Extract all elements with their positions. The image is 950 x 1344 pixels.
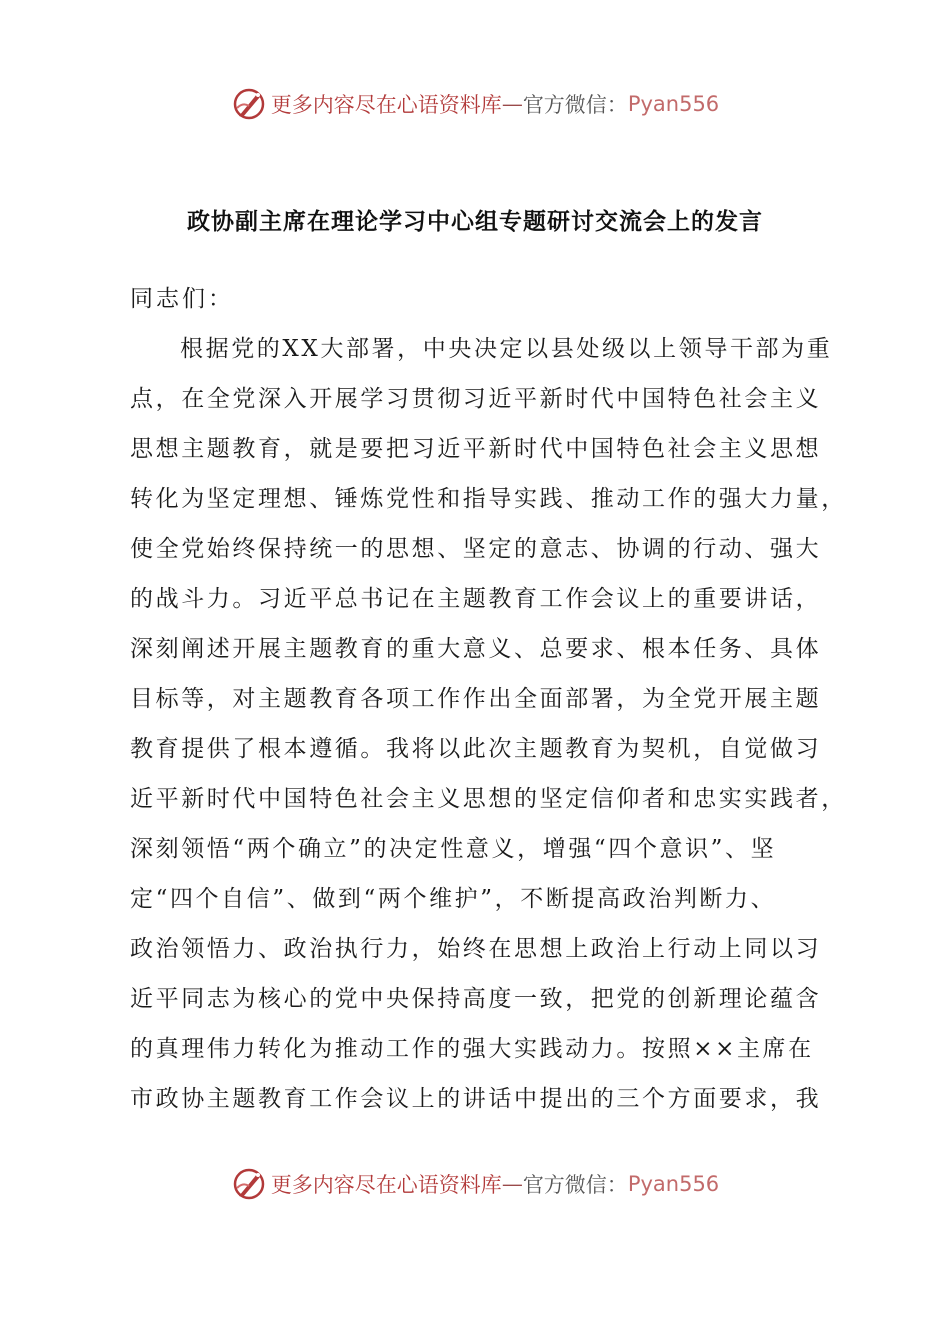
watermark-sub-text: 官方微信： xyxy=(522,1173,628,1197)
body-line: 深刻领悟“两个确立”的决定性意义，增强“四个意识”、坚 xyxy=(130,836,777,862)
body-line: 政治领悟力、政治执行力，始终在思想上政治上行动上同以习 xyxy=(130,936,822,962)
watermark-main-text: 更多内容尽在心语资料库 xyxy=(270,1173,502,1197)
document-title: 政协副主席在理论学习中心组专题研讨交流会上的发言 xyxy=(187,208,763,235)
watermark-separator: — xyxy=(501,1172,523,1196)
salutation: 同志们： xyxy=(130,286,234,312)
body-line: 目标等，对主题教育各项工作作出全面部署，为全党开展主题 xyxy=(130,686,822,712)
body-line: 根据党的XX大部署，中央决定以县处级以上领导干部为重 xyxy=(180,336,833,362)
body-line: 转化为坚定理想、锤炼党性和指导实践、推动工作的强大力量， xyxy=(130,486,847,512)
body-line: 近平新时代中国特色社会主义思想的坚定信仰者和忠实实践者， xyxy=(130,786,847,812)
body-line: 近平同志为核心的党中央保持高度一致，把党的创新理论蕴含 xyxy=(130,986,822,1012)
watermark-wechat-id: Pyan556 xyxy=(627,92,720,116)
body-line: 的真理伟力转化为推动工作的强大实践动力。按照××主席在 xyxy=(130,1036,814,1062)
watermark-wechat-id: Pyan556 xyxy=(627,1172,720,1196)
body-line: 深刻阐述开展主题教育的重大意义、总要求、根本任务、具体 xyxy=(130,636,822,662)
quill-logo-icon xyxy=(231,86,267,122)
body-line: 教育提供了根本遵循。我将以此次主题教育为契机，自觉做习 xyxy=(130,736,822,762)
body-line: 市政协主题教育工作会议上的讲话中提出的三个方面要求，我 xyxy=(130,1086,822,1112)
body-line: 的战斗力。习近平总书记在主题教育工作会议上的重要讲话， xyxy=(130,586,822,612)
watermark-separator: — xyxy=(501,92,523,116)
document-body xyxy=(130,332,847,1132)
watermark-main-text: 更多内容尽在心语资料库 xyxy=(270,93,502,117)
header-watermark xyxy=(0,84,950,124)
body-line: 定“四个自信”、做到“两个维护”，不断提高政治判断力、 xyxy=(130,886,777,912)
quill-logo-icon xyxy=(231,1166,267,1202)
body-line: 思想主题教育，就是要把习近平新时代中国特色社会主义思想 xyxy=(130,436,822,462)
body-line: 点，在全党深入开展学习贯彻习近平新时代中国特色社会主义 xyxy=(130,386,822,412)
footer-watermark xyxy=(0,1164,950,1204)
body-line: 使全党始终保持统一的思想、坚定的意志、协调的行动、强大 xyxy=(130,536,822,562)
watermark-sub-text: 官方微信： xyxy=(522,93,628,117)
